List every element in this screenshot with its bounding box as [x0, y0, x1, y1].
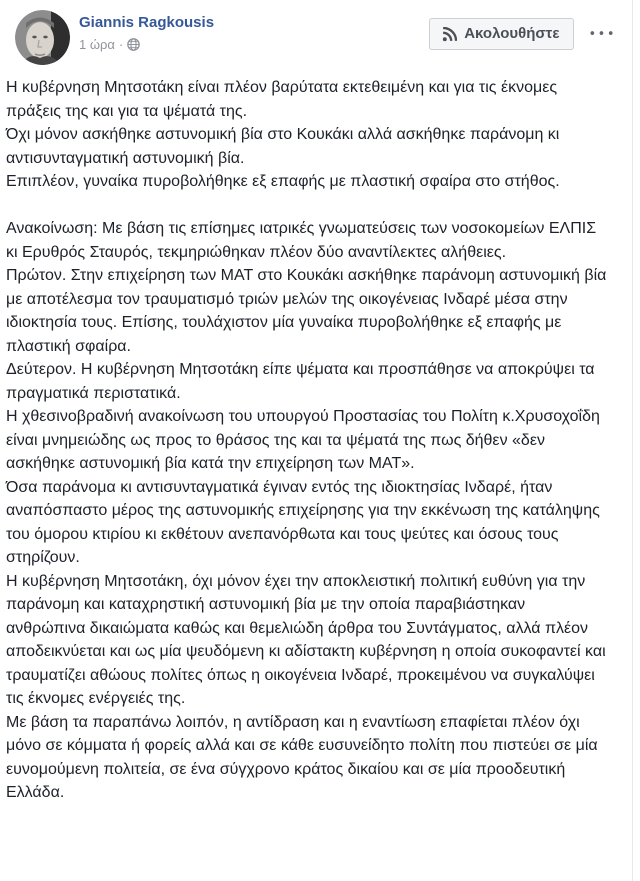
post-paragraph: Η κυβέρνηση Μητσοτάκη, όχι μόνον έχει την αποκλειστική πολιτική ευθύνη για την παράνομη και καταχρηστική αστυνομική βία με την οποία παραβιάστηκαν ανθρώπινα δικαιώματα καθώς και θεμελιώδη άρθρα του Συντάγματος, αλλά πλέον αποδεικνύεται και ως μία ψευδόμενη κι αδίστακτη κυβέρνηση η οποία συκοφαντεί και τραυματίζει αθώους πολίτες όπως η οικογένεια Ινδαρέ, προκειμένου να συγκαλύψει τις έκνομες ενέργειές της. — [6, 572, 606, 707]
post-paragraph: Η κυβέρνηση Μητσοτάκη είναι πλέον βαρύτατα εκτεθειμένη και για τις έκνομες πράξεις της και για τα ψέματά της. — [6, 79, 558, 120]
post-paragraph: Με βάση τα παραπάνω λοιπόν, η αντίδραση και η εναντίωση επαφίεται πλέον όχι μόνο σε κόμματα ή φορείς αλλά και σε κάθε ευσυνείδητο πολίτη που πιστεύει σε μία ευνομούμενη πολιτεία, σε ένα σύγχρονο κράτος δικαίου και σε μία προοδευτική Ελλάδα. — [6, 713, 598, 801]
post-paragraph: Πρώτον. Στην επιχείρηση των ΜΑΤ στο Κουκάκι ασκήθηκε παράνομη αστυνομική βία με αποτέλεσμα τον τραυματισμό τριών μελών της οικογένειας Ινδαρέ μέσα στην ιδιοκτησία τους. Επίσης, τουλάχιστον μία γυναίκα πυροβολήθηκε εξ επαφής με πλαστική σφαίρα. — [6, 267, 607, 355]
meta-separator: · — [118, 36, 124, 52]
follow-button[interactable] — [429, 18, 574, 50]
more-options-icon[interactable]: ••• — [586, 24, 618, 45]
follow-button-label: Ακολουθήστε — [464, 25, 560, 42]
post-paragraph: Ανακοίνωση: Με βάση τις επίσημες ιατρικές γνωματεύσεις των νοσοκομείων ΕΛΠΙΣ κι Ερυθρός Σταυρός, τεκμηριώθηκαν πλέον δύο αναντίλεκτες αλήθειες. — [6, 220, 597, 261]
avatar[interactable] — [15, 10, 70, 65]
post-paragraph: Όσα παράνομα κι αντισυνταγματικά έγιναν εντός της ιδιοκτησίας Ινδαρέ, ήταν αναπόσπαστο μέρος της αστυνομικής επιχείρησης για την εκκένωση της κατάληψης του όμορου κτιρίου κι εκθέτουν ανεπανόρθωτα και τους ψεύτες και όσους τους στηρίζουν. — [6, 478, 600, 566]
post-paragraph: Όχι μόνον ασκήθηκε αστυνομική βία στο Κουκάκι αλλά ασκήθηκε παράνομη κι αντισυνταγματική αστυνομική βία. — [6, 126, 560, 167]
post-meta — [79, 37, 214, 52]
timestamp-link[interactable]: 1 ώρα — [79, 36, 115, 52]
post-paragraph: Επιπλέον, γυναίκα πυροβολήθηκε εξ επαφής με πλαστική σφαίρα στο στήθος. — [6, 173, 560, 190]
post-body-text — [0, 69, 632, 819]
post-paragraph: Η χθεσινοβραδινή ανακοίνωση του υπουργού Προστασίας του Πολίτη κ.Χρυσοχοΐδη είναι μνημειώδης ως προς το θράσος της και τα ψέματά της πως δήθεν «δεν ασκήθηκε αστυνομική βία κατά την επιχείρηση των ΜΑΤ». — [6, 408, 600, 472]
post-header — [0, 0, 632, 69]
feed-follow-icon — [442, 27, 457, 42]
globe-public-icon — [127, 38, 140, 51]
author-name-link[interactable]: Giannis Ragkousis — [79, 14, 215, 31]
profile-photo — [15, 10, 70, 65]
post-header-info — [79, 10, 214, 52]
post-header-actions — [429, 10, 624, 50]
post-paragraph: Δεύτερον. Η κυβέρνηση Μητσοτάκη είπε ψέματα και προσπάθησε να αποκρύψει τα πραγματικά περιστατικά. — [6, 361, 595, 402]
